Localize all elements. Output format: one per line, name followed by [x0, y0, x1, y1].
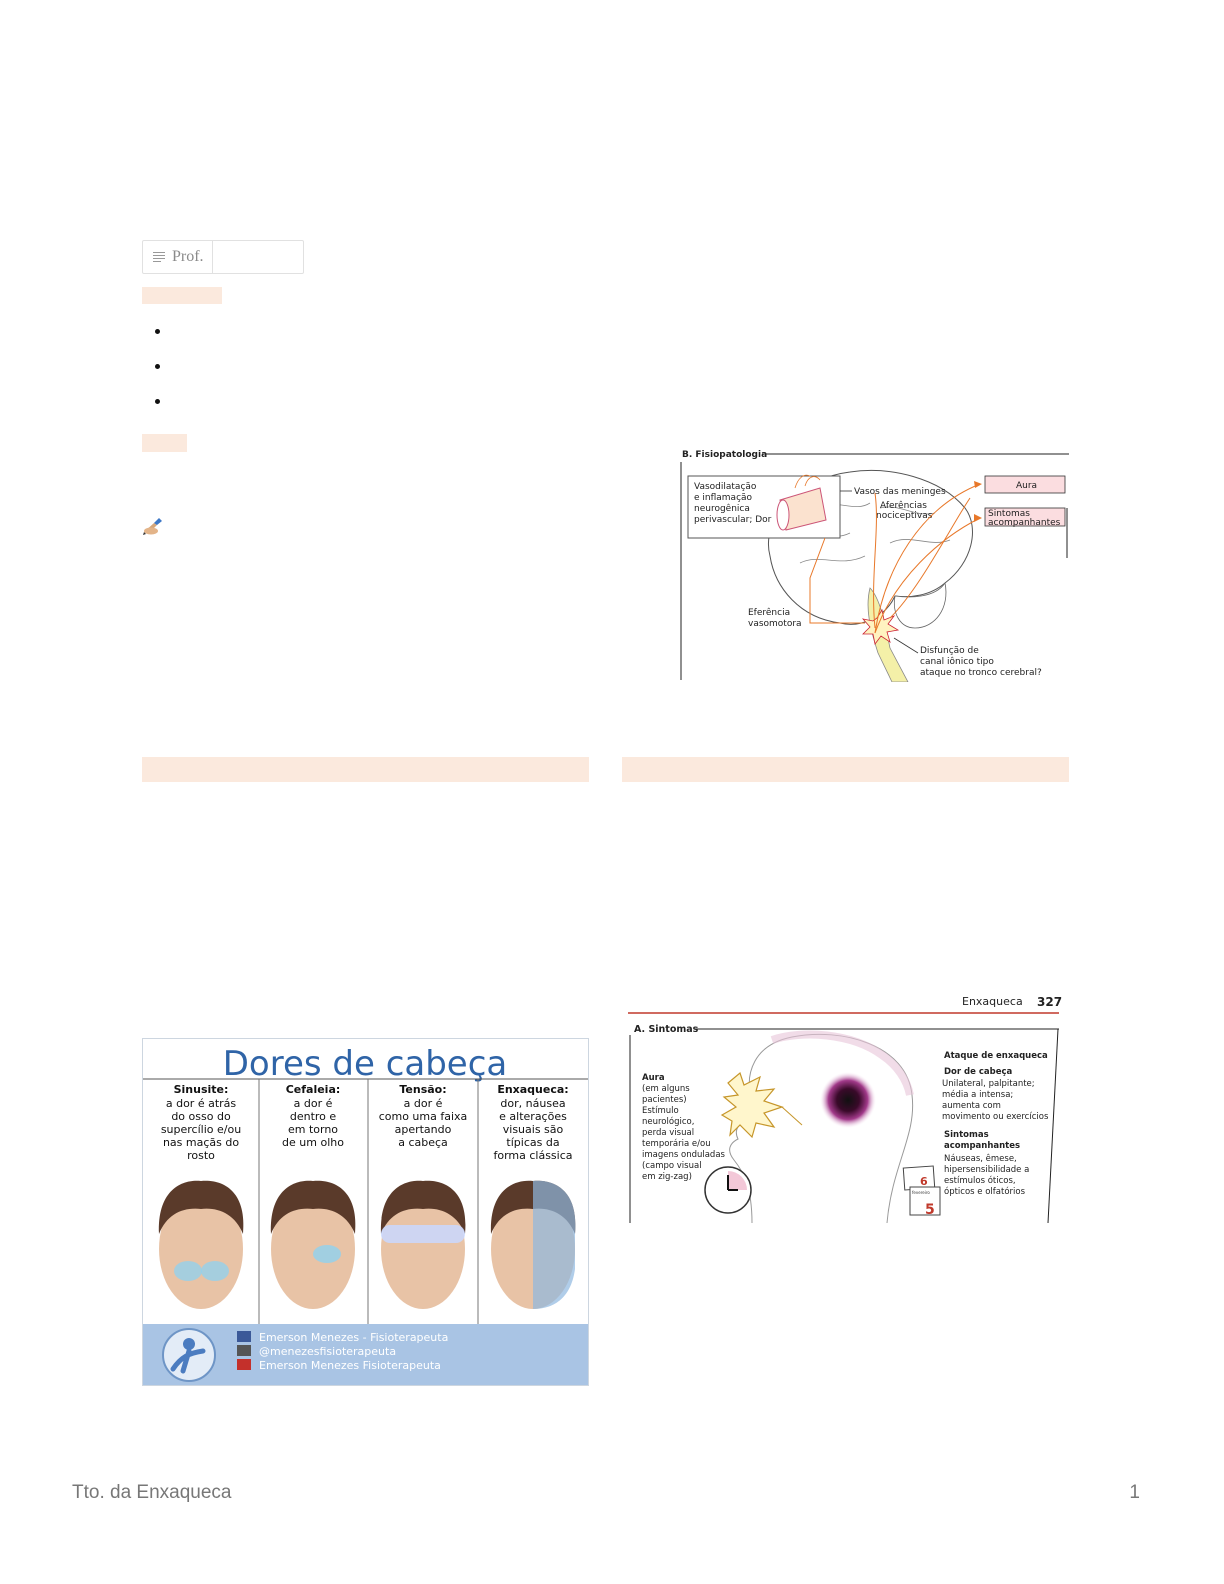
section-title: A. Sintomas [634, 1024, 699, 1035]
footer-title: Tto. da Enxaqueca [72, 1482, 232, 1503]
figure-headaches [142, 1038, 589, 1386]
label-vasodilation: e inflamação [694, 493, 753, 503]
headache-description: visuais são [502, 1123, 564, 1136]
highlight-bar-left [142, 757, 589, 782]
headache-line: Unilateral, palpitante; [942, 1079, 1035, 1089]
highlight-bar-right [622, 757, 1069, 782]
headache-description: do osso do [171, 1110, 231, 1123]
property-label [143, 241, 213, 273]
aura-line: Estímulo [642, 1106, 679, 1116]
calendar-month: fevereiro [912, 1190, 930, 1195]
social-line: @menezesfisioterapeuta [259, 1345, 397, 1358]
text-lines-icon [153, 252, 165, 262]
label-efference: vasomotora [748, 619, 802, 629]
headache-description: nas maçãs do [162, 1136, 240, 1149]
symptoms-line: estímulos óticos, [944, 1176, 1016, 1186]
label-dysfunction: ataque no tronco cerebral? [920, 668, 1042, 678]
headache-line: média a intensa; [942, 1090, 1014, 1100]
footer-page-number: 1 [1129, 1482, 1140, 1503]
social-line: Emerson Menezes Fisioterapeuta [259, 1359, 441, 1372]
list-bullet [155, 364, 160, 369]
aura-line: (em alguns [642, 1084, 690, 1094]
calendar-day: 5 [925, 1202, 935, 1218]
property-tag[interactable] [142, 240, 304, 274]
aura-line: em zig-zag) [642, 1172, 692, 1182]
headache-type-label: Sinusite: [173, 1083, 229, 1096]
headache-type-label: Cefaleia: [285, 1083, 341, 1096]
headache-description: rosto [187, 1149, 215, 1162]
highlight-block [142, 287, 222, 304]
label-vasodilation: perivascular; Dor [694, 515, 772, 525]
symptoms-line: ópticos e olfatórios [944, 1187, 1026, 1197]
label-afferents: Aferências [880, 501, 927, 511]
attack-title: Ataque de enxaqueca [944, 1051, 1048, 1061]
running-title: Enxaqueca [962, 995, 1023, 1008]
label-symptoms: acompanhantes [988, 518, 1061, 528]
headache-description: a dor é atrás [165, 1097, 237, 1110]
label-vasodilation: neurogênica [694, 504, 750, 514]
headache-line: movimento ou exercícios [942, 1112, 1049, 1122]
book-page-number: 327 [1037, 995, 1063, 1009]
aura-line: neurológico, [642, 1117, 695, 1127]
symptoms-line: Náuseas, êmese, [944, 1154, 1017, 1164]
property-value[interactable] [213, 241, 303, 273]
label-efference: Eferência [748, 608, 791, 618]
symptoms-line: hipersensibilidade a [944, 1165, 1030, 1175]
social-line: Emerson Menezes - Fisioterapeuta [259, 1331, 449, 1344]
headache-description: de um olho [282, 1136, 344, 1149]
label-dysfunction: canal iônico tipo [920, 657, 994, 667]
headache-description: típicas da [506, 1136, 560, 1149]
clock-icon [705, 1167, 751, 1213]
property-label-text: Prof. [172, 248, 204, 265]
figure-physiopathology [680, 448, 1069, 682]
aura-line: imagens onduladas [642, 1150, 725, 1160]
highlight-block [142, 434, 187, 452]
symptoms-title: Sintomas [944, 1130, 989, 1140]
list-bullet [155, 329, 160, 334]
headache-description: dor, náusea [500, 1097, 566, 1110]
headache-description: e alterações [499, 1110, 567, 1123]
headache-description: dentro e [289, 1110, 337, 1123]
label-symptoms: Sintomas [988, 509, 1030, 519]
list-bullet [155, 399, 160, 404]
label-meninges: Vasos das meninges [854, 487, 946, 497]
headache-type-label: Tensão: [399, 1083, 447, 1096]
headaches-title: Dores de cabeça [222, 1044, 508, 1084]
label-dysfunction: Disfunção de [920, 646, 979, 656]
symptoms-title: acompanhantes [944, 1141, 1021, 1151]
headache-title: Dor de cabeça [944, 1067, 1013, 1077]
headache-description: a cabeça [398, 1136, 448, 1149]
aura-line: pacientes) [642, 1095, 687, 1105]
headache-description: a dor é [293, 1097, 333, 1110]
headache-description: forma clássica [493, 1149, 573, 1162]
aura-title: Aura [642, 1073, 665, 1083]
writing-hand-icon [142, 516, 164, 536]
headache-line: aumenta com [942, 1101, 1001, 1111]
label-afferents: nociceptivas [876, 511, 933, 521]
figure-symptoms [622, 965, 1069, 1223]
physiopathology-header: B. Fisiopatologia [682, 450, 768, 460]
label-aura: Aura [1016, 481, 1038, 491]
headache-description: apertando [394, 1123, 452, 1136]
aura-line: (campo visual [642, 1161, 702, 1171]
headache-description: em torno [287, 1123, 339, 1136]
calendar-day: 6 [920, 1175, 928, 1188]
headache-description: como uma faixa [378, 1110, 468, 1123]
label-vasodilation: Vasodilatação [694, 482, 757, 492]
headache-description: a dor é [403, 1097, 443, 1110]
aura-line: temporária e/ou [642, 1139, 711, 1149]
headache-type-label: Enxaqueca: [497, 1083, 569, 1096]
headache-description: supercílio e/ou [160, 1123, 242, 1136]
aura-line: perda visual [642, 1128, 695, 1138]
